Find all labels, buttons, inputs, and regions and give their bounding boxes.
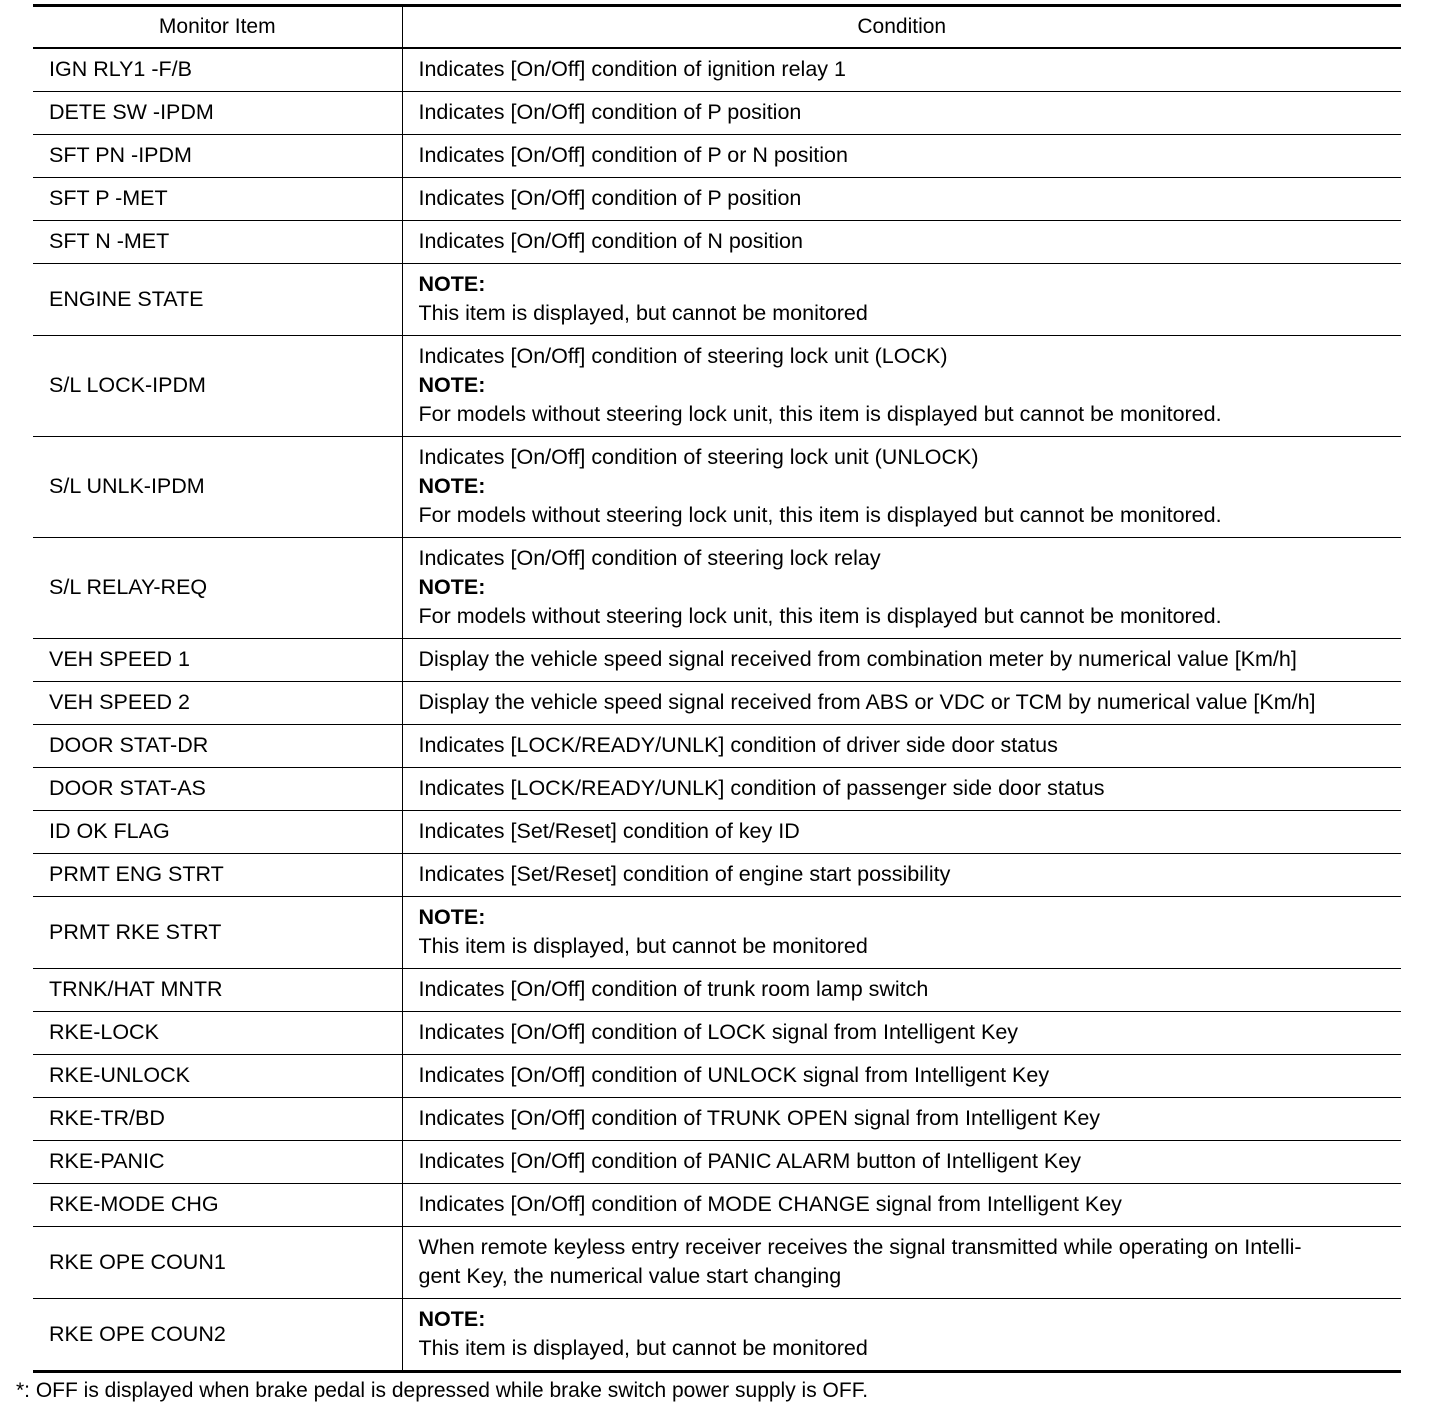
note-label: NOTE: bbox=[418, 272, 486, 296]
monitor-item-cell: RKE-UNLOCK bbox=[33, 1055, 402, 1098]
condition-text: Display the vehicle speed signal received from combination meter by numerical value [Km/h] bbox=[418, 647, 1297, 671]
table-row bbox=[33, 854, 1401, 897]
note-label: NOTE: bbox=[418, 1307, 486, 1331]
monitor-item-cell: TRNK/HAT MNTR bbox=[33, 969, 402, 1012]
table-row bbox=[33, 1141, 1401, 1184]
monitor-item-table bbox=[33, 4, 1401, 1373]
condition-text: For models without steering lock unit, this item is displayed but cannot be monitored. bbox=[418, 503, 1222, 527]
condition-cell bbox=[402, 221, 1401, 264]
condition-cell bbox=[402, 538, 1401, 639]
table-row bbox=[33, 1227, 1401, 1299]
condition-cell bbox=[402, 811, 1401, 854]
condition-cell bbox=[402, 1141, 1401, 1184]
condition-text: Indicates [On/Off] condition of N position bbox=[418, 229, 803, 253]
condition-cell bbox=[402, 1012, 1401, 1055]
condition-text: Indicates [On/Off] condition of ignition relay 1 bbox=[418, 57, 846, 81]
condition-cell bbox=[402, 92, 1401, 135]
table-body bbox=[33, 48, 1401, 1372]
table-row bbox=[33, 92, 1401, 135]
condition-text: Indicates [On/Off] condition of PANIC ALARM button of Intelligent Key bbox=[418, 1149, 1081, 1173]
condition-text: Indicates [On/Off] condition of P position bbox=[418, 186, 802, 210]
condition-text: For models without steering lock unit, this item is displayed but cannot be monitored. bbox=[418, 402, 1222, 426]
monitor-item-cell: RKE OPE COUN1 bbox=[33, 1227, 402, 1299]
condition-text: For models without steering lock unit, this item is displayed but cannot be monitored. bbox=[418, 604, 1222, 628]
table-row bbox=[33, 682, 1401, 725]
monitor-item-cell: RKE-PANIC bbox=[33, 1141, 402, 1184]
table-row bbox=[33, 178, 1401, 221]
monitor-item-cell: RKE OPE COUN2 bbox=[33, 1299, 402, 1372]
monitor-item-cell: RKE-MODE CHG bbox=[33, 1184, 402, 1227]
table-row bbox=[33, 639, 1401, 682]
monitor-item-cell: DOOR STAT-AS bbox=[33, 768, 402, 811]
condition-cell bbox=[402, 639, 1401, 682]
condition-cell bbox=[402, 1055, 1401, 1098]
monitor-item-cell: RKE-TR/BD bbox=[33, 1098, 402, 1141]
table-row bbox=[33, 811, 1401, 854]
monitor-item-cell: SFT N -MET bbox=[33, 221, 402, 264]
condition-cell bbox=[402, 768, 1401, 811]
condition-cell bbox=[402, 336, 1401, 437]
table-row bbox=[33, 897, 1401, 969]
condition-text: Indicates [On/Off] condition of steering lock unit (LOCK) bbox=[418, 344, 948, 368]
condition-cell bbox=[402, 1184, 1401, 1227]
condition-text: When remote keyless entry receiver receives the signal transmitted while operating on Intelli- bbox=[418, 1235, 1302, 1259]
condition-cell bbox=[402, 1299, 1401, 1372]
table-row bbox=[33, 48, 1401, 92]
condition-cell bbox=[402, 1098, 1401, 1141]
monitor-item-sheet bbox=[33, 4, 1401, 1373]
table-row bbox=[33, 135, 1401, 178]
condition-text: Indicates [LOCK/READY/UNLK] condition of driver side door status bbox=[418, 733, 1058, 757]
monitor-item-cell: S/L LOCK-IPDM bbox=[33, 336, 402, 437]
condition-cell bbox=[402, 437, 1401, 538]
condition-cell bbox=[402, 178, 1401, 221]
condition-text: This item is displayed, but cannot be monitored bbox=[418, 1336, 868, 1360]
condition-cell bbox=[402, 682, 1401, 725]
condition-text: Indicates [Set/Reset] condition of key ID bbox=[418, 819, 800, 843]
condition-text: Indicates [On/Off] condition of steering lock unit (UNLOCK) bbox=[418, 445, 979, 469]
condition-text: Indicates [On/Off] condition of TRUNK OPEN signal from Intelligent Key bbox=[418, 1106, 1101, 1130]
table-row bbox=[33, 1299, 1401, 1372]
table-header-row bbox=[33, 6, 1401, 49]
monitor-item-cell: PRMT RKE STRT bbox=[33, 897, 402, 969]
note-label: NOTE: bbox=[418, 905, 486, 929]
table-row bbox=[33, 725, 1401, 768]
table-row bbox=[33, 437, 1401, 538]
monitor-item-cell: ENGINE STATE bbox=[33, 264, 402, 336]
condition-text: Display the vehicle speed signal received from ABS or VDC or TCM by numerical value [Km/h] bbox=[418, 690, 1316, 714]
condition-cell bbox=[402, 48, 1401, 92]
table-row bbox=[33, 336, 1401, 437]
condition-cell bbox=[402, 897, 1401, 969]
monitor-item-cell: PRMT ENG STRT bbox=[33, 854, 402, 897]
condition-text: Indicates [On/Off] condition of P or N position bbox=[418, 143, 848, 167]
table-row bbox=[33, 969, 1401, 1012]
table-row bbox=[33, 221, 1401, 264]
table-row bbox=[33, 768, 1401, 811]
header-monitor-item: Monitor Item bbox=[33, 6, 402, 49]
table-row bbox=[33, 264, 1401, 336]
condition-text: Indicates [Set/Reset] condition of engine start possibility bbox=[418, 862, 951, 886]
condition-text: Indicates [On/Off] condition of UNLOCK signal from Intelligent Key bbox=[418, 1063, 1050, 1087]
condition-text: This item is displayed, but cannot be monitored bbox=[418, 301, 868, 325]
footnote: *: OFF is displayed when brake pedal is depressed while brake switch power supply is OFF. bbox=[16, 1379, 869, 1402]
condition-text: Indicates [On/Off] condition of MODE CHANGE signal from Intelligent Key bbox=[418, 1192, 1122, 1216]
table-row bbox=[33, 1012, 1401, 1055]
table-row bbox=[33, 1184, 1401, 1227]
monitor-item-cell: ID OK FLAG bbox=[33, 811, 402, 854]
table-row bbox=[33, 538, 1401, 639]
table-row bbox=[33, 1098, 1401, 1141]
table-row bbox=[33, 1055, 1401, 1098]
monitor-item-cell: S/L UNLK-IPDM bbox=[33, 437, 402, 538]
monitor-item-cell: DOOR STAT-DR bbox=[33, 725, 402, 768]
monitor-item-cell: SFT P -MET bbox=[33, 178, 402, 221]
condition-text: Indicates [On/Off] condition of LOCK signal from Intelligent Key bbox=[418, 1020, 1019, 1044]
monitor-item-cell: DETE SW -IPDM bbox=[33, 92, 402, 135]
header-condition: Condition bbox=[402, 6, 1401, 49]
condition-text: Indicates [On/Off] condition of P position bbox=[418, 100, 802, 124]
condition-text: This item is displayed, but cannot be monitored bbox=[418, 934, 868, 958]
monitor-item-cell: S/L RELAY-REQ bbox=[33, 538, 402, 639]
monitor-item-cell: VEH SPEED 2 bbox=[33, 682, 402, 725]
condition-text: Indicates [On/Off] condition of trunk room lamp switch bbox=[418, 977, 929, 1001]
monitor-item-cell: RKE-LOCK bbox=[33, 1012, 402, 1055]
condition-cell bbox=[402, 264, 1401, 336]
condition-cell bbox=[402, 969, 1401, 1012]
condition-text: Indicates [On/Off] condition of steering lock relay bbox=[418, 546, 881, 570]
monitor-item-cell: SFT PN -IPDM bbox=[33, 135, 402, 178]
note-label: NOTE: bbox=[418, 575, 486, 599]
condition-text: Indicates [LOCK/READY/UNLK] condition of passenger side door status bbox=[418, 776, 1105, 800]
monitor-item-cell: VEH SPEED 1 bbox=[33, 639, 402, 682]
condition-cell bbox=[402, 135, 1401, 178]
condition-cell bbox=[402, 854, 1401, 897]
condition-text: gent Key, the numerical value start changing bbox=[418, 1264, 842, 1288]
note-label: NOTE: bbox=[418, 474, 486, 498]
note-label: NOTE: bbox=[418, 373, 486, 397]
condition-cell bbox=[402, 1227, 1401, 1299]
condition-cell bbox=[402, 725, 1401, 768]
monitor-item-cell: IGN RLY1 -F/B bbox=[33, 48, 402, 92]
